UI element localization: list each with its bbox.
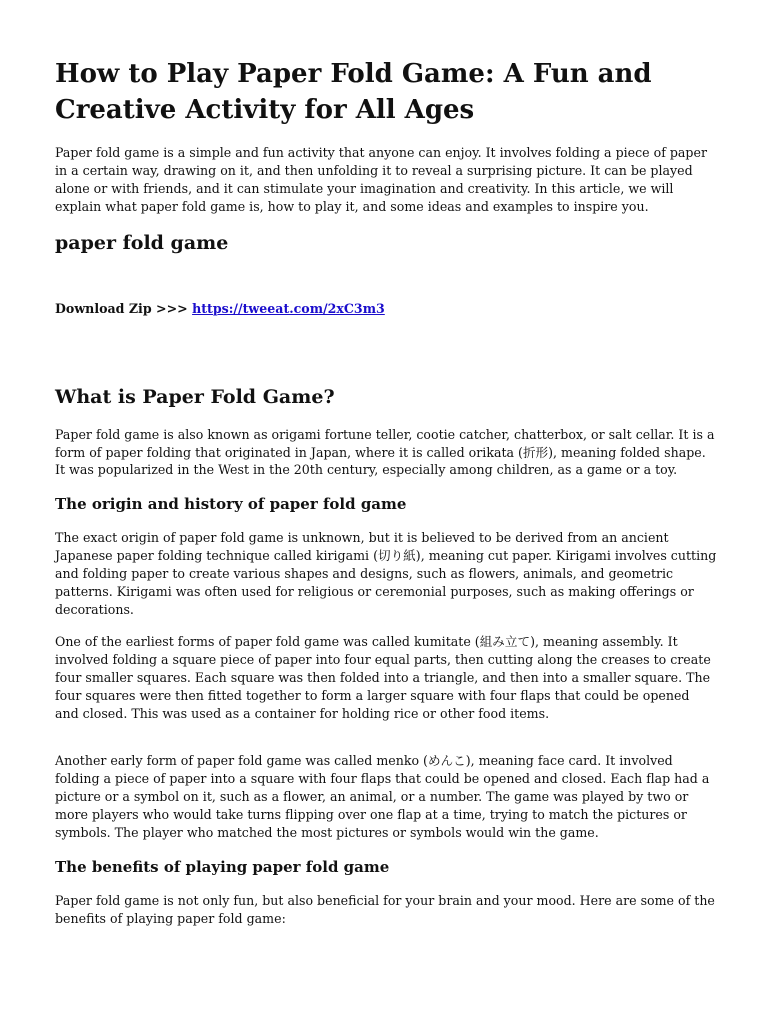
download-label: Download Zip >>> [55,300,193,316]
section-heading-benefits: The benefits of playing paper fold game [55,857,390,876]
section-heading-what: What is Paper Fold Game? [55,385,335,408]
page-title: How to Play Paper Fold Game: A Fun and Creative Activity for All Ages [55,59,652,125]
benefits-paragraph: Paper fold game is not only fun, but also beneficial for your brain and your mood. Here are some of the benefits of playing paper fold game: [55,892,715,926]
subtitle-heading: paper fold game [55,231,229,254]
origin-paragraph-2: One of the earliest forms of paper fold game was called kumitate (組み立て), meaning assembly. It involved folding a square piece of paper into four equal parts, then cutting along the creases to create four smaller squares. Each square was then folded into a triangle, and then into a smaller square. The four squares were then fitted together to form a larger square with four flaps that could be opened and closed. This was used as a container for holding rice or other food items. [55,633,711,721]
section-what-paragraph: Paper fold game is also known as origami fortune teller, cootie catcher, chatterbox, or salt cellar. It is a form of paper folding that originated in Japan, where it is called orikata (折形), meaning folded shape. It was popularized in the West in the 20th century, especially among children, as a game or a toy. [55,426,715,478]
document-page [55,56,717,928]
origin-paragraph-3: Another early form of paper fold game was called menko (めんこ), meaning face card. It involved folding a piece of paper into a square with four flaps that could be opened and closed. Each flap had a picture or a symbol on it, such as a flower, an animal, or a number. The game was played by two or more players who would take turns flipping over one flap at a time, trying to match the pictures or symbols. The player who matched the most pictures or symbols would win the game. [55,753,710,841]
download-line [55,300,717,318]
origin-paragraph-1: The exact origin of paper fold game is unknown, but it is believed to be derived from an ancient Japanese paper folding technique called kirigami (切り紙), meaning cut paper. Kirigami involves cutting and folding paper to create various shapes and designs, such as flowers, animals, and geometric patterns. Kirigami was often used for religious or ceremonial purposes, such as making offerings or decorations. [55,530,717,617]
intro-paragraph: Paper fold game is a simple and fun activity that anyone can enjoy. It involves folding a piece of paper in a certain way, drawing on it, and then unfolding it to reveal a surprising picture. It can be played alone or with friends, and it can stimulate your imagination and creativity. In this article, we will explain what paper fold game is, how to play it, and some ideas and examples to inspire you. [55,145,707,214]
download-link[interactable]: https://tweeat.com/2xC3m3 [192,300,385,316]
section-heading-origin: The origin and history of paper fold game [55,495,407,514]
